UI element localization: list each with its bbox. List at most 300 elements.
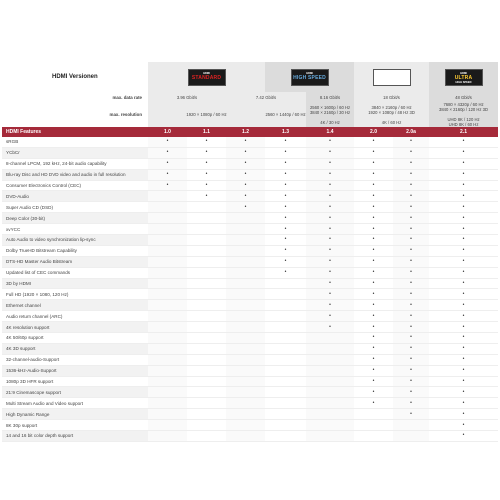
support-cell xyxy=(306,387,354,398)
support-cell: • xyxy=(393,158,429,169)
feature-name: Blu-ray Disc and HD DVD video and audio in full resolution xyxy=(2,169,148,180)
hdmi-high-speed-ethernet-logo-icon: HDMI HIGH SPEED with ETHERNET xyxy=(373,69,411,86)
feature-row xyxy=(2,158,498,169)
feature-name: DVD-Audio xyxy=(2,191,148,202)
support-cell: • xyxy=(393,191,429,202)
support-cell: • xyxy=(187,137,226,147)
feature-row xyxy=(2,300,498,311)
support-cell xyxy=(306,354,354,365)
feature-row xyxy=(2,256,498,267)
resolution-value: 2560 × 1440p / 60 Hz xyxy=(265,102,306,127)
feature-name: Full HD (1920 × 1080, 120 Hz) xyxy=(2,289,148,300)
support-cell: • xyxy=(393,409,429,420)
support-cell xyxy=(306,376,354,387)
support-cell xyxy=(148,354,187,365)
support-cell xyxy=(226,387,265,398)
support-cell xyxy=(148,202,187,213)
support-cell xyxy=(354,431,393,442)
support-cell: • xyxy=(393,137,429,147)
support-cell: • xyxy=(187,158,226,169)
support-cell xyxy=(265,300,306,311)
feature-name: 8-channel LPCM, 192 kHz, 24-bit audio capability xyxy=(2,158,148,169)
support-cell: • xyxy=(306,213,354,224)
support-cell: • xyxy=(354,278,393,289)
version-header: 1.4 xyxy=(306,127,354,137)
support-cell xyxy=(187,343,226,354)
support-cell: • xyxy=(429,213,498,224)
support-cell: • xyxy=(354,343,393,354)
support-cell xyxy=(187,354,226,365)
feature-row xyxy=(2,147,498,158)
resolution-value: 2560 × 1600p / 60 Hz 3840 × 2160p / 30 Hz 4K / 30 Hz xyxy=(306,102,354,127)
support-cell: • xyxy=(265,213,306,224)
version-header: 2.0 xyxy=(354,127,393,137)
support-cell: • xyxy=(354,147,393,158)
support-cell xyxy=(148,322,187,333)
support-cell xyxy=(226,365,265,376)
logo-cell-high-speed-ethernet xyxy=(354,62,429,92)
hdmi-versions-table xyxy=(2,62,498,442)
hdmi-high-speed-logo-icon: HDMI HIGH SPEED xyxy=(291,69,329,86)
support-cell xyxy=(226,376,265,387)
support-cell xyxy=(354,409,393,420)
feature-row xyxy=(2,137,498,147)
feature-row xyxy=(2,322,498,333)
feature-row xyxy=(2,398,498,409)
support-cell xyxy=(187,311,226,322)
support-cell: • xyxy=(429,311,498,322)
support-cell: • xyxy=(429,224,498,235)
feature-row xyxy=(2,365,498,376)
support-cell xyxy=(148,398,187,409)
support-cell xyxy=(306,343,354,354)
hdmi-ultra-high-speed-logo-icon: HDMI ULTRA HIGH SPEED xyxy=(445,69,483,86)
support-cell xyxy=(226,354,265,365)
support-cell xyxy=(148,376,187,387)
support-cell xyxy=(226,300,265,311)
support-cell xyxy=(148,256,187,267)
features-header-row xyxy=(2,127,498,137)
support-cell xyxy=(187,365,226,376)
support-cell: • xyxy=(265,169,306,180)
support-cell: • xyxy=(393,245,429,256)
support-cell: • xyxy=(306,311,354,322)
feature-name: Dolby TrueHD Bitstream Capability xyxy=(2,245,148,256)
support-cell xyxy=(265,420,306,431)
support-cell xyxy=(148,365,187,376)
feature-name: 14 and 16 bit color depth support xyxy=(2,431,148,442)
version-header: 1.3 xyxy=(265,127,306,137)
feature-row xyxy=(2,224,498,235)
support-cell xyxy=(148,311,187,322)
support-cell: • xyxy=(393,169,429,180)
support-cell: • xyxy=(429,398,498,409)
support-cell xyxy=(187,289,226,300)
feature-row xyxy=(2,191,498,202)
support-cell xyxy=(226,289,265,300)
support-cell: • xyxy=(393,322,429,333)
support-cell: • xyxy=(265,191,306,202)
feature-row xyxy=(2,180,498,191)
support-cell xyxy=(265,343,306,354)
support-cell xyxy=(393,431,429,442)
support-cell: • xyxy=(354,158,393,169)
support-cell: • xyxy=(226,202,265,213)
support-cell: • xyxy=(354,137,393,147)
data-rate-row xyxy=(2,92,498,102)
support-cell xyxy=(148,213,187,224)
support-cell: • xyxy=(429,180,498,191)
support-cell xyxy=(187,245,226,256)
support-cell: • xyxy=(306,289,354,300)
support-cell xyxy=(226,333,265,344)
support-cell: • xyxy=(265,147,306,158)
support-cell: • xyxy=(354,365,393,376)
support-cell: • xyxy=(187,191,226,202)
support-cell: • xyxy=(429,431,498,442)
feature-name: Audio return channel (ARC) xyxy=(2,311,148,322)
support-cell: • xyxy=(306,235,354,246)
data-rate-value: 3.96 Gbit/s xyxy=(148,92,226,102)
support-cell: • xyxy=(265,158,306,169)
feature-row xyxy=(2,267,498,278)
support-cell: • xyxy=(265,137,306,147)
support-cell: • xyxy=(226,169,265,180)
support-cell: • xyxy=(265,235,306,246)
support-cell: • xyxy=(393,213,429,224)
support-cell: • xyxy=(354,180,393,191)
support-cell xyxy=(306,333,354,344)
feature-row xyxy=(2,354,498,365)
support-cell: • xyxy=(354,300,393,311)
support-cell: • xyxy=(265,202,306,213)
support-cell: • xyxy=(265,267,306,278)
support-cell xyxy=(306,409,354,420)
feature-name: Consumer Electronics Control (CEC) xyxy=(2,180,148,191)
support-cell xyxy=(187,224,226,235)
support-cell xyxy=(265,322,306,333)
support-cell: • xyxy=(354,235,393,246)
feature-name: DTS-HD Master Audio Bitstream xyxy=(2,256,148,267)
support-cell: • xyxy=(429,289,498,300)
feature-row xyxy=(2,343,498,354)
support-cell: • xyxy=(429,158,498,169)
support-cell: • xyxy=(429,278,498,289)
feature-name: Super Audio CD (DSD) xyxy=(2,202,148,213)
support-cell: • xyxy=(393,267,429,278)
support-cell: • xyxy=(148,147,187,158)
support-cell xyxy=(226,409,265,420)
support-cell xyxy=(226,278,265,289)
version-header: 2.1 xyxy=(429,127,498,137)
feature-row xyxy=(2,333,498,344)
support-cell: • xyxy=(306,180,354,191)
support-cell: • xyxy=(265,224,306,235)
support-cell xyxy=(265,398,306,409)
support-cell: • xyxy=(429,322,498,333)
support-cell xyxy=(148,235,187,246)
support-cell xyxy=(226,224,265,235)
support-cell xyxy=(148,420,187,431)
feature-name: sRGB xyxy=(2,137,148,147)
feature-name: 4K resolution support xyxy=(2,322,148,333)
support-cell: • xyxy=(393,398,429,409)
feature-name: Auto Audio to video synchronization lip-sync xyxy=(2,235,148,246)
support-cell: • xyxy=(354,354,393,365)
feature-name: Ethernet channel xyxy=(2,300,148,311)
support-cell xyxy=(226,235,265,246)
support-cell: • xyxy=(393,289,429,300)
support-cell: • xyxy=(429,191,498,202)
support-cell: • xyxy=(429,235,498,246)
support-cell xyxy=(226,431,265,442)
support-cell: • xyxy=(393,300,429,311)
support-cell: • xyxy=(306,278,354,289)
feature-name: 4K 3D support xyxy=(2,343,148,354)
support-cell: • xyxy=(429,409,498,420)
feature-name: 1080p 3D HFR support xyxy=(2,376,148,387)
feature-row xyxy=(2,169,498,180)
logo-cell-standard xyxy=(148,62,265,92)
support-cell xyxy=(187,300,226,311)
support-cell: • xyxy=(393,376,429,387)
support-cell: • xyxy=(306,147,354,158)
support-cell: • xyxy=(306,267,354,278)
support-cell xyxy=(265,387,306,398)
support-cell: • xyxy=(187,180,226,191)
logo-row xyxy=(2,62,498,92)
support-cell: • xyxy=(354,289,393,300)
version-header: 1.2 xyxy=(226,127,265,137)
data-rate-value: 8.16 Gbit/s xyxy=(306,92,354,102)
support-cell: • xyxy=(429,137,498,147)
support-cell xyxy=(148,343,187,354)
support-cell xyxy=(306,365,354,376)
support-cell xyxy=(148,267,187,278)
support-cell xyxy=(187,376,226,387)
support-cell: • xyxy=(354,311,393,322)
support-cell: • xyxy=(306,191,354,202)
support-cell xyxy=(187,420,226,431)
support-cell xyxy=(226,213,265,224)
feature-row xyxy=(2,420,498,431)
version-header: 1.1 xyxy=(187,127,226,137)
feature-row xyxy=(2,431,498,442)
logo-cell-high-speed xyxy=(265,62,354,92)
feature-row xyxy=(2,387,498,398)
support-cell: • xyxy=(306,245,354,256)
support-cell xyxy=(187,267,226,278)
support-cell xyxy=(187,202,226,213)
support-cell: • xyxy=(393,235,429,246)
data-rate-value: 18 Gbit/s xyxy=(354,92,429,102)
feature-row xyxy=(2,213,498,224)
support-cell xyxy=(148,245,187,256)
support-cell xyxy=(187,322,226,333)
support-cell xyxy=(226,343,265,354)
support-cell: • xyxy=(306,322,354,333)
support-cell: • xyxy=(187,169,226,180)
support-cell xyxy=(265,278,306,289)
support-cell: • xyxy=(393,333,429,344)
support-cell xyxy=(265,431,306,442)
support-cell xyxy=(148,431,187,442)
support-cell xyxy=(226,256,265,267)
support-cell xyxy=(187,409,226,420)
support-cell xyxy=(226,420,265,431)
support-cell xyxy=(265,311,306,322)
resolution-value: 3840 × 2160p / 60 Hz 1920 × 1080p / 48 Hz 3D 4K / 60 Hz xyxy=(354,102,429,127)
support-cell xyxy=(187,387,226,398)
support-cell: • xyxy=(265,180,306,191)
support-cell: • xyxy=(429,343,498,354)
support-cell: • xyxy=(429,376,498,387)
data-rate-value: 7.42 Gbit/s xyxy=(226,92,306,102)
support-cell xyxy=(306,398,354,409)
support-cell: • xyxy=(393,256,429,267)
support-cell xyxy=(187,213,226,224)
support-cell: • xyxy=(354,224,393,235)
support-cell xyxy=(265,409,306,420)
feature-name: 8K 30p support xyxy=(2,420,148,431)
support-cell xyxy=(187,256,226,267)
support-cell: • xyxy=(429,169,498,180)
support-cell: • xyxy=(429,387,498,398)
support-cell xyxy=(187,278,226,289)
support-cell: • xyxy=(226,180,265,191)
support-cell xyxy=(265,365,306,376)
feature-name: 1536-kHz-Audio-Support xyxy=(2,365,148,376)
support-cell xyxy=(148,333,187,344)
feature-row xyxy=(2,409,498,420)
feature-name: Deep Color (30-bit) xyxy=(2,213,148,224)
support-cell: • xyxy=(393,387,429,398)
support-cell xyxy=(306,431,354,442)
support-cell xyxy=(148,300,187,311)
support-cell: • xyxy=(226,191,265,202)
support-cell: • xyxy=(265,256,306,267)
support-cell: • xyxy=(429,333,498,344)
resolution-value: 1920 × 1080p / 60 Hz xyxy=(148,102,265,127)
support-cell xyxy=(265,354,306,365)
support-cell xyxy=(187,333,226,344)
support-cell: • xyxy=(393,311,429,322)
feature-name: 21:9 Cinemascope support xyxy=(2,387,148,398)
support-cell: • xyxy=(354,245,393,256)
support-cell: • xyxy=(354,202,393,213)
support-cell: • xyxy=(429,267,498,278)
support-cell xyxy=(148,289,187,300)
support-cell: • xyxy=(306,224,354,235)
support-cell xyxy=(148,191,187,202)
support-cell xyxy=(354,420,393,431)
feature-row xyxy=(2,245,498,256)
feature-row xyxy=(2,376,498,387)
support-cell: • xyxy=(306,158,354,169)
support-cell: • xyxy=(429,300,498,311)
support-cell xyxy=(226,245,265,256)
support-cell: • xyxy=(226,147,265,158)
support-cell: • xyxy=(187,147,226,158)
support-cell: • xyxy=(354,191,393,202)
support-cell: • xyxy=(148,137,187,147)
support-cell: • xyxy=(429,202,498,213)
feature-row xyxy=(2,289,498,300)
support-cell: • xyxy=(265,245,306,256)
feature-name: YCbCr xyxy=(2,147,148,158)
feature-row xyxy=(2,202,498,213)
logo-cell-ultra-high-speed xyxy=(429,62,498,92)
feature-name: 32-channel-audio-Support xyxy=(2,354,148,365)
support-cell xyxy=(187,398,226,409)
support-cell: • xyxy=(354,267,393,278)
resolution-label: max. resolution xyxy=(2,102,148,127)
feature-name: 3D by HDMI xyxy=(2,278,148,289)
support-cell: • xyxy=(354,398,393,409)
support-cell: • xyxy=(393,147,429,158)
version-header: 1.0 xyxy=(148,127,187,137)
feature-row xyxy=(2,311,498,322)
feature-name: High Dynamic Range xyxy=(2,409,148,420)
support-cell: • xyxy=(429,354,498,365)
support-cell: • xyxy=(429,365,498,376)
version-header: 2.0a xyxy=(393,127,429,137)
support-cell xyxy=(265,289,306,300)
feature-name: 4K 50/60p support xyxy=(2,333,148,344)
resolution-row xyxy=(2,102,498,127)
support-cell: • xyxy=(354,213,393,224)
support-cell xyxy=(306,420,354,431)
support-cell xyxy=(226,322,265,333)
support-cell xyxy=(187,431,226,442)
support-cell: • xyxy=(429,147,498,158)
support-cell xyxy=(265,376,306,387)
support-cell: • xyxy=(393,202,429,213)
feature-row xyxy=(2,278,498,289)
support-cell: • xyxy=(393,365,429,376)
support-cell xyxy=(148,409,187,420)
support-cell: • xyxy=(306,202,354,213)
support-cell: • xyxy=(354,256,393,267)
support-cell: • xyxy=(306,256,354,267)
support-cell: • xyxy=(306,169,354,180)
support-cell: • xyxy=(429,245,498,256)
data-rate-label: max. data rate xyxy=(2,92,148,102)
support-cell: • xyxy=(148,158,187,169)
support-cell xyxy=(148,224,187,235)
support-cell: • xyxy=(226,158,265,169)
support-cell xyxy=(226,398,265,409)
support-cell: • xyxy=(393,278,429,289)
support-cell xyxy=(393,420,429,431)
support-cell: • xyxy=(354,376,393,387)
support-cell xyxy=(187,235,226,246)
support-cell: • xyxy=(354,387,393,398)
feature-name: Updated list of CEC commands xyxy=(2,267,148,278)
feature-name: Multi Stream Audio and Video support xyxy=(2,398,148,409)
support-cell xyxy=(148,387,187,398)
support-cell: • xyxy=(148,180,187,191)
support-cell: • xyxy=(354,169,393,180)
hdmi-standard-logo-icon: HDMI STANDARD xyxy=(188,69,226,86)
support-cell: • xyxy=(393,180,429,191)
support-cell xyxy=(226,267,265,278)
support-cell: • xyxy=(306,300,354,311)
page-title: HDMI Versionen xyxy=(52,73,98,80)
support-cell: • xyxy=(393,354,429,365)
support-cell: • xyxy=(429,256,498,267)
data-rate-value: 48 Gbit/s xyxy=(429,92,498,102)
